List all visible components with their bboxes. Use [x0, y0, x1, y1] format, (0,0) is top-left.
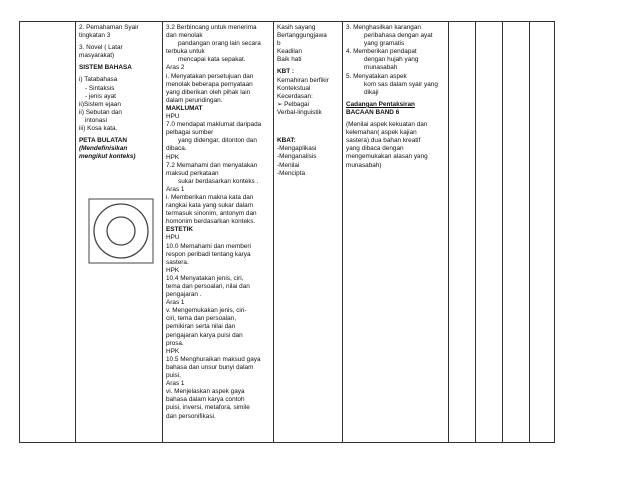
text-line: mencapai kata sepakat. — [178, 56, 246, 64]
text-line: iii) Kosa kata. — [79, 125, 118, 133]
text-line: maksud perkataan — [166, 169, 219, 177]
text-line: homonim berdasarkan konteks. — [166, 218, 256, 226]
text-line: sukar berdasarkan konteks . — [178, 177, 259, 185]
text-line: mengikut konteks) — [79, 153, 136, 161]
text-line: MAKLUMAT — [166, 104, 203, 112]
text-line: bahasa dalam karya contoh — [166, 396, 245, 404]
text-line: dan personifikasi. — [166, 412, 216, 420]
text-line: 5. Menyatakan aspek — [346, 72, 407, 80]
text-line: BACAAN BAND 6 — [346, 108, 400, 116]
text-line: sastera) dua bahan kreatif — [346, 137, 421, 145]
text-line: ciri, tema dan persoalan, — [166, 315, 236, 323]
cell-learning-standards — [163, 22, 274, 443]
text-line: rangkai kata yang sukar dalam — [166, 202, 254, 210]
text-line: 10.5 Menghuraikan maksud gaya — [166, 355, 261, 363]
text-line: 4. Memberikan pendapat — [346, 48, 417, 56]
text-line: termasuk sinonim, antonym dan — [166, 210, 257, 218]
text-line: menolak beberapa pernyataan — [166, 80, 253, 88]
text-line: sastera. — [166, 258, 189, 266]
text-line: peribahasa dengan ayat — [364, 32, 433, 40]
text-line: vi. Menjelaskan aspek gaya — [166, 388, 245, 396]
text-line — [277, 129, 339, 137]
text-line: dalam perundingan. — [166, 96, 223, 104]
text-line: Keadilan — [277, 48, 302, 56]
circle-map-diagram — [88, 198, 154, 264]
text-line: (Mendefinisikan — [79, 145, 128, 153]
text-line: HPK — [166, 266, 180, 274]
text-line: Kemahiran berfikir — [277, 76, 329, 84]
text-line: prosa. — [166, 339, 184, 347]
text-line: - jenis ayat — [85, 92, 116, 100]
text-line: yang didengar, ditonton dan — [178, 137, 257, 145]
text-line: ii)Sistem ejaan — [79, 100, 121, 108]
text-line: pandangan orang lain secara — [178, 40, 261, 48]
text-line: -Menganalisis — [277, 153, 317, 161]
text-line: pengajaran . — [166, 291, 202, 299]
text-line: 3. Novel ( Latar — [79, 44, 123, 52]
text-line: 3.2 Berbincang untuk menerima — [166, 24, 257, 31]
text-line: HPK — [166, 153, 180, 161]
text-line: b — [277, 40, 281, 48]
text-line: Cadangan Pentaksiran — [346, 100, 415, 108]
text-line: pengajaran karya puisi dan — [166, 331, 243, 339]
cell-activities-assessment — [343, 22, 449, 443]
text-line: 10.0 Memahami dan memberi — [166, 242, 251, 250]
text-line: tema dan persoalan, nilai dan — [166, 283, 250, 290]
text-line: ➢ Pelbagai — [277, 100, 310, 108]
text-line — [277, 121, 339, 129]
text-line: Aras 1 — [166, 185, 185, 193]
text-line: 7.0 mendapat maklumat daripada — [166, 121, 262, 129]
text-line: -Mencipta — [277, 169, 306, 177]
text-line: Verbal-linguistik — [277, 108, 322, 116]
text-line: PETA BULATAN — [79, 137, 128, 145]
text-line: KBAT: — [277, 137, 296, 145]
text-line: HPU — [166, 234, 180, 242]
text-line: respon peribadi tentang karya — [166, 250, 251, 258]
text-line: v. Mengemukakan jenis, ciri- — [166, 307, 247, 315]
text-line: tingkatan 3 — [79, 32, 111, 40]
text-line: yang diberikan oleh pihak lain — [166, 88, 251, 96]
cell-blank — [503, 22, 530, 443]
text-line: dikaji — [364, 88, 379, 96]
text-line: 10.4 Menyatakan jenis, ciri, — [166, 274, 244, 282]
text-line: dengan hujah yang — [364, 56, 419, 64]
text-line: Kontekstual — [277, 84, 311, 92]
cell-blank — [476, 22, 503, 443]
text-line: -Menilai — [277, 161, 300, 169]
text-line: i. Menyatakan persetujuan dan — [166, 72, 254, 80]
text-line: HPK — [166, 347, 180, 355]
text-line: mengemukakan alasan yang — [346, 153, 428, 161]
text-line: 3. Menghasilkan karangan — [346, 24, 421, 31]
text-line: Aras 1 — [166, 380, 185, 388]
cell-blank — [449, 22, 476, 443]
text-line: (Menilai aspek kekuatan dan — [346, 121, 428, 129]
cell-values-skills — [274, 22, 343, 443]
text-line: pemikiran serta nilai dan — [166, 323, 236, 331]
text-line: Bertanggungjawa — [277, 32, 327, 40]
text-line: yang gramatis — [364, 40, 405, 48]
text-line: Kecerdasan: — [277, 92, 313, 100]
text-line: intonasi — [85, 116, 108, 124]
text-line: Aras 1 — [166, 299, 185, 307]
text-line: dibaca. — [166, 145, 187, 153]
text-line: bahasa dan unsur bunyi dalam — [166, 363, 254, 371]
text-line: kom sas dalam syair yang — [364, 80, 438, 88]
text-line: kelemahan( aspek kajian — [346, 129, 417, 137]
text-line: Baik hati — [277, 56, 302, 64]
text-line: SISTEM BAHASA — [79, 64, 132, 72]
text-line: -Mengaplikasi — [277, 145, 317, 153]
text-line: 7.2 Memahami dan menyatakan — [166, 161, 258, 169]
text-line: ii) Sebutan dan — [79, 108, 122, 116]
text-line: KBT : — [277, 68, 295, 76]
text-line: ESTETIK — [166, 226, 193, 234]
text-line: munasabah — [364, 64, 398, 72]
text-line: puisi, inversi, metafora, simile — [166, 404, 250, 412]
text-line: HPU — [166, 113, 180, 121]
text-line: Kasih sayang — [277, 24, 316, 31]
text-line: - Sintaksis — [85, 84, 115, 92]
text-line: i. Memberikan makna kata dan — [166, 193, 254, 201]
text-line: i) Tatabahasa — [79, 76, 118, 84]
text-line: Aras 2 — [166, 64, 185, 72]
text-line: munasabah) — [346, 161, 382, 169]
text-line: masyarakat) — [79, 52, 115, 60]
text-line: terbuka untuk — [166, 48, 205, 56]
cell-blank — [530, 22, 555, 443]
text-line: yang dibaca dengan — [346, 145, 404, 153]
text-line: pelbagai sumber — [166, 129, 214, 137]
cell-blank-first — [20, 22, 76, 443]
text-line: puisi. — [166, 372, 181, 380]
text-line: 2. Pemahaman Syair — [79, 24, 139, 31]
text-line: dan menolak — [166, 32, 203, 40]
